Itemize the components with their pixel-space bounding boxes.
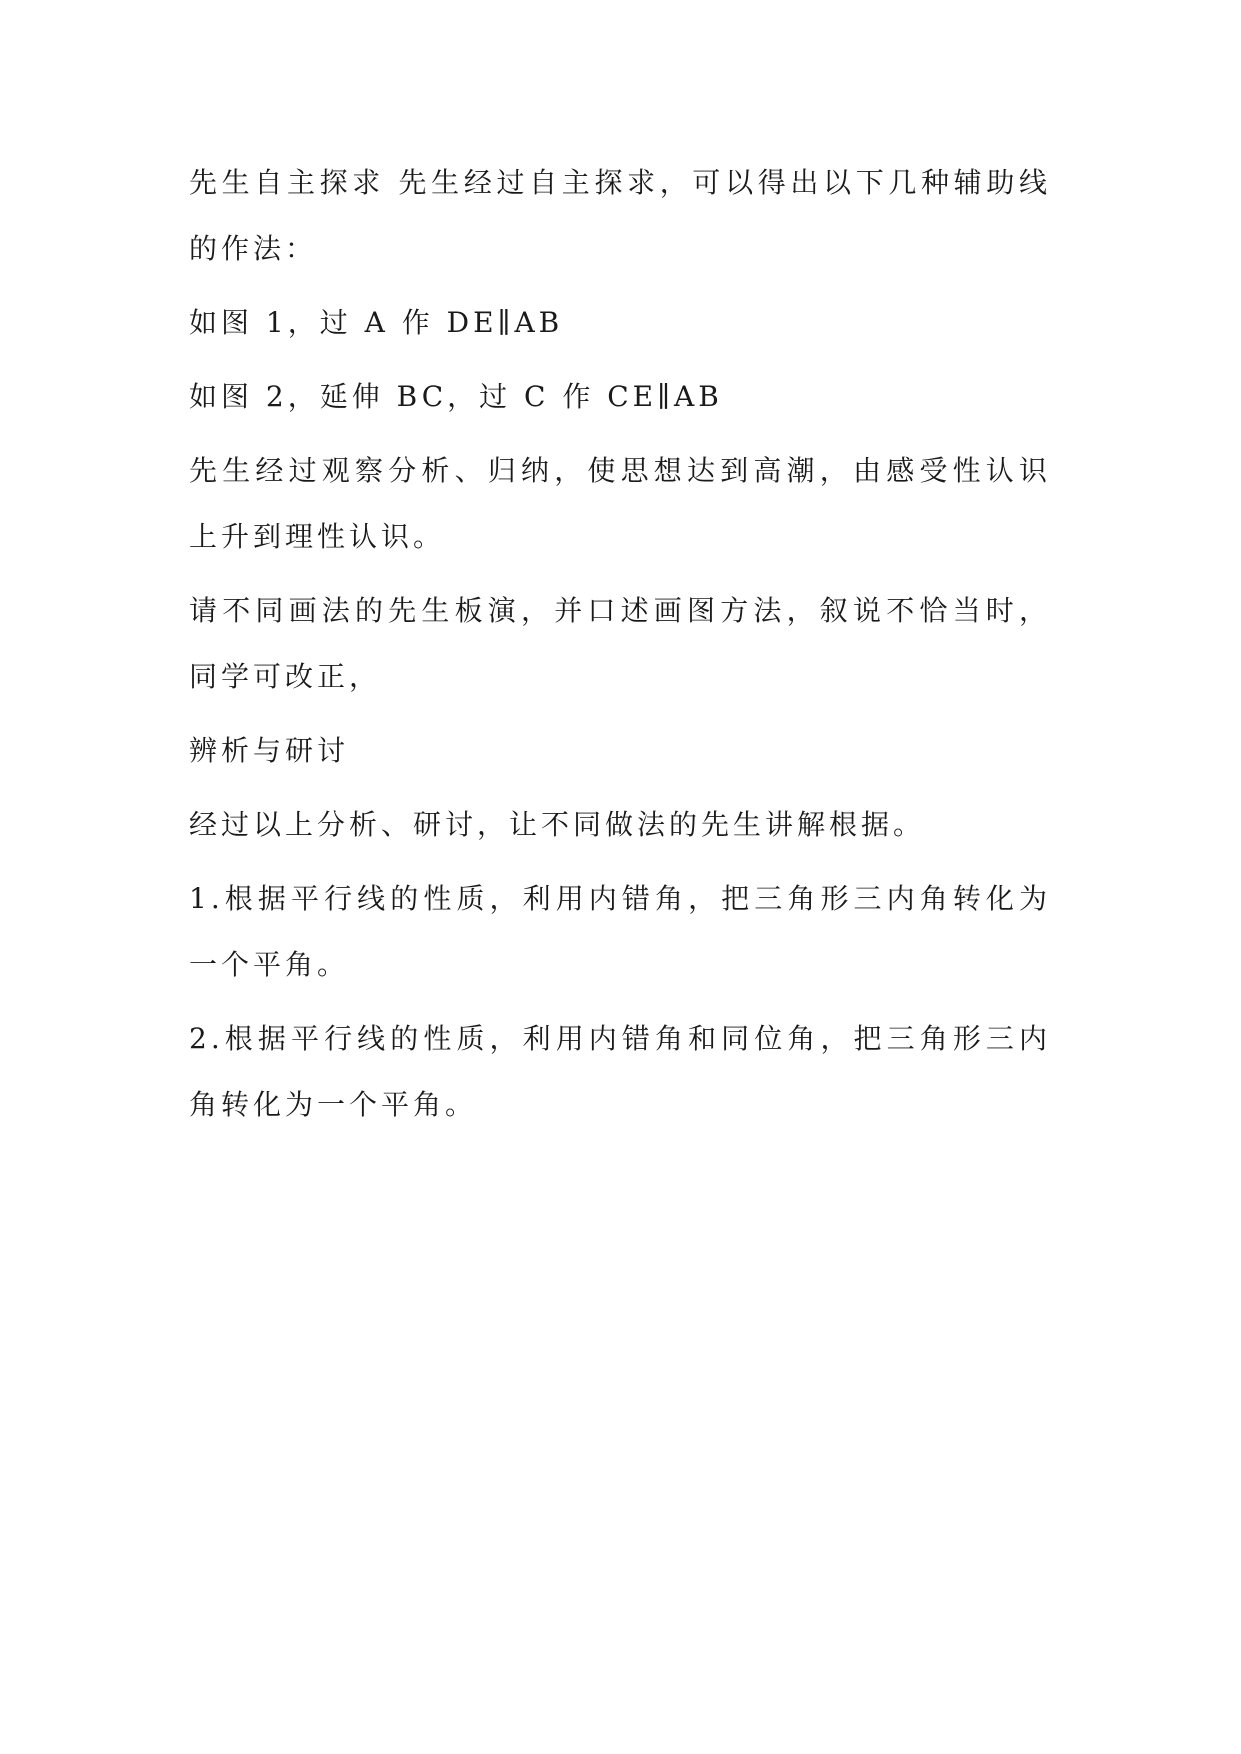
section-heading-discussion: 辨析与研讨 (189, 734, 350, 767)
paragraph-explanation: 经过以上分析、研讨，让不同做法的先生讲解根据。 (189, 808, 926, 841)
list-item-1: 1.根据平行线的性质，利用内错角，把三角形三内角转化为一个平角。 (189, 882, 1051, 981)
document-body (189, 150, 1051, 1146)
paragraph-board-demo: 请不同画法的先生板演，并口述画图方法，叙说不恰当时，同学可改正， (189, 594, 1051, 693)
paragraph-observation: 先生经过观察分析、归纳，使思想达到高潮，由感受性认识上升到理性认识。 (189, 454, 1051, 553)
paragraph-figure-2: 如图 2，延伸 BC，过 C 作 CE∥AB (189, 380, 723, 413)
list-item-2: 2.根据平行线的性质，利用内错角和同位角，把三角形三内角转化为一个平角。 (189, 1022, 1051, 1121)
paragraph-exploration: 先生自主探求 先生经过自主探求，可以得出以下几种辅助线的作法： (189, 166, 1051, 265)
paragraph-figure-1: 如图 1，过 A 作 DE∥AB (189, 306, 564, 339)
